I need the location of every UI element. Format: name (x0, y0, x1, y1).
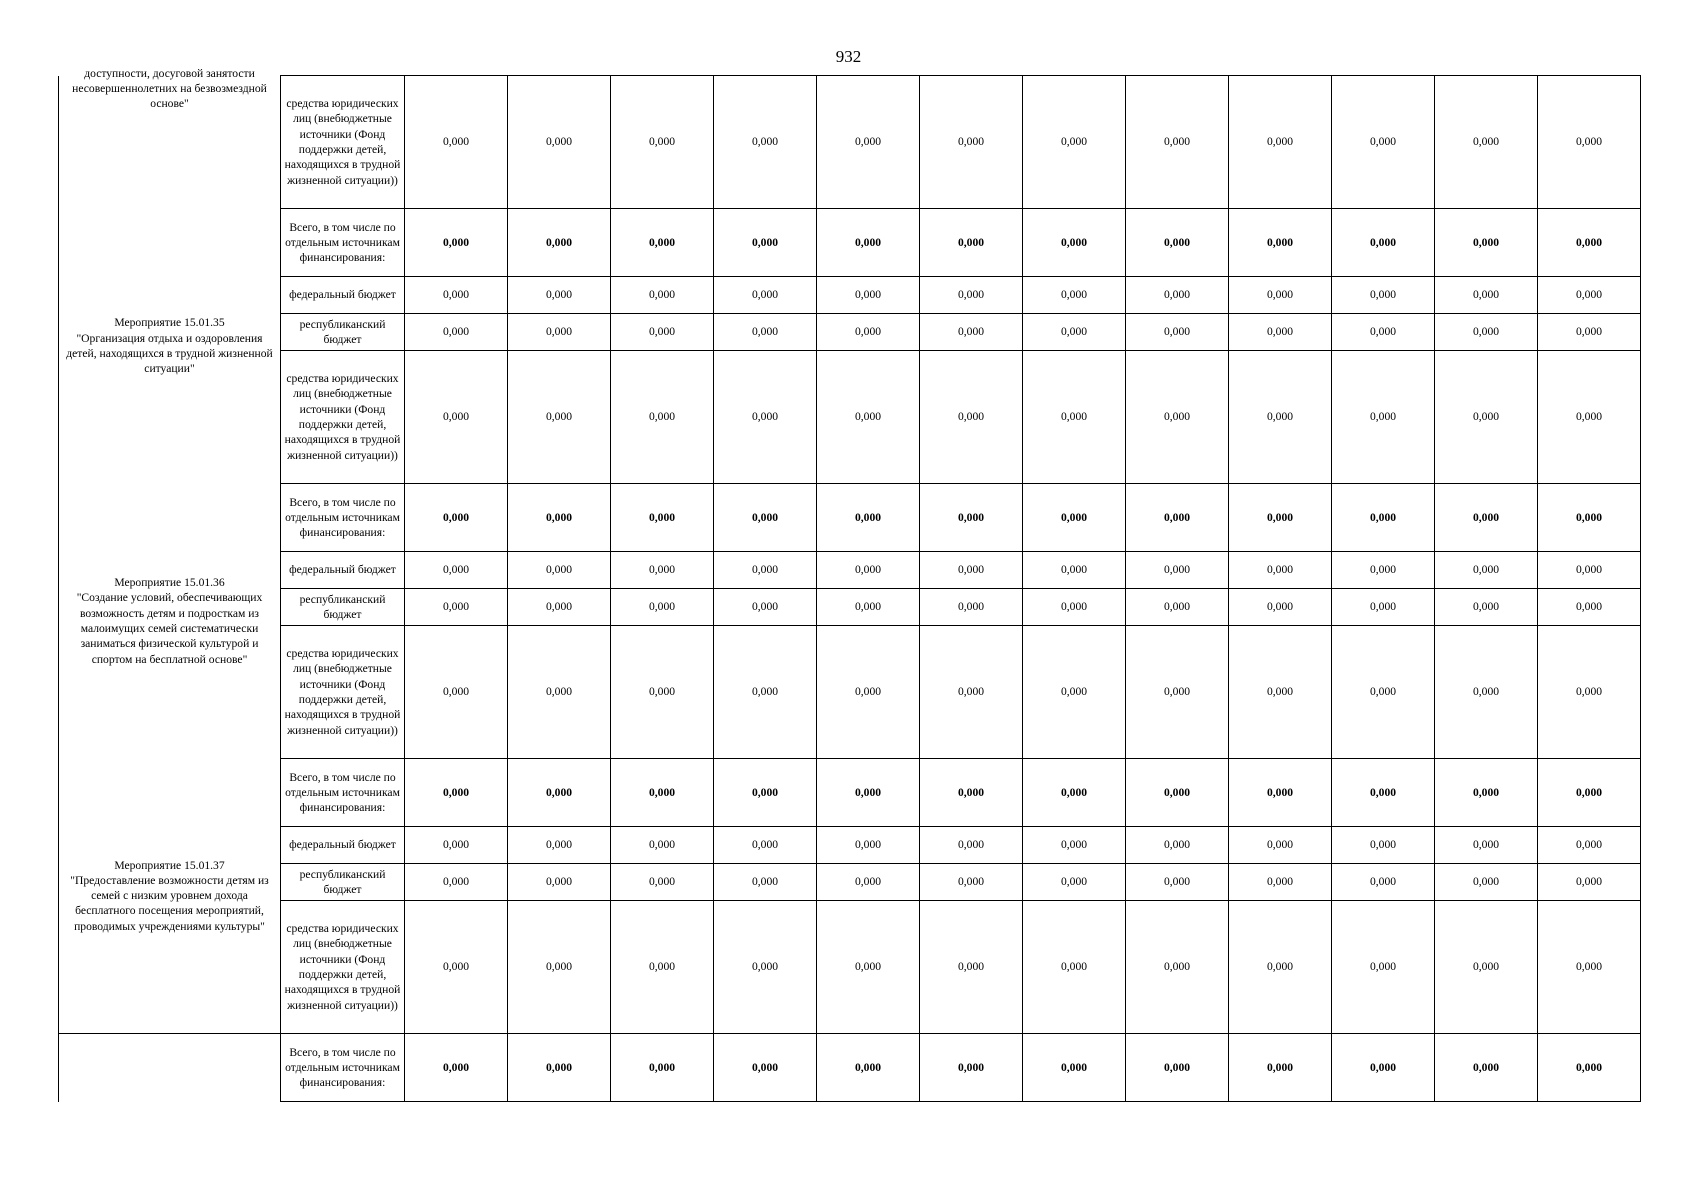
value-cell: 0,000 (611, 626, 714, 759)
value-cell: 0,000 (611, 351, 714, 484)
value-cell: 0,000 (508, 589, 611, 626)
funding-source-cell: Всего, в том числе по отдельным источникам финансирования: (281, 209, 405, 277)
value-cell: 0,000 (405, 589, 508, 626)
value-cell: 0,000 (714, 277, 817, 314)
table-row (59, 209, 1641, 277)
value-cell: 0,000 (611, 759, 714, 827)
value-cell: 0,000 (817, 277, 920, 314)
value-cell: 0,000 (817, 76, 920, 209)
table-row (59, 351, 1641, 484)
value-cell: 0,000 (508, 314, 611, 351)
event-name: доступности, досуговой занятости несовершеннолетних на безвозмездной основе" (72, 66, 267, 111)
value-cell: 0,000 (1332, 277, 1435, 314)
value-cell: 0,000 (405, 759, 508, 827)
value-cell: 0,000 (405, 277, 508, 314)
value-cell: 0,000 (1538, 484, 1641, 552)
value-cell: 0,000 (817, 314, 920, 351)
value-cell: 0,000 (1023, 209, 1126, 277)
value-cell: 0,000 (1332, 901, 1435, 1034)
event-title: Мероприятие 15.01.36 (114, 576, 225, 590)
value-cell: 0,000 (405, 901, 508, 1034)
value-cell: 0,000 (1126, 351, 1229, 484)
value-cell: 0,000 (1126, 209, 1229, 277)
value-cell: 0,000 (920, 626, 1023, 759)
value-cell: 0,000 (1538, 351, 1641, 484)
value-cell: 0,000 (508, 827, 611, 864)
event-name: "Предоставление возможности детям из семей с низким уровнем дохода бесплатного посещения мероприятий, проводимых учреждениями культуры" (70, 873, 269, 933)
value-cell: 0,000 (920, 76, 1023, 209)
value-cell: 0,000 (611, 864, 714, 901)
value-cell: 0,000 (817, 552, 920, 589)
page-number: 932 (835, 47, 862, 66)
value-cell: 0,000 (1538, 209, 1641, 277)
value-cell: 0,000 (611, 314, 714, 351)
value-cell: 0,000 (1332, 314, 1435, 351)
value-cell: 0,000 (405, 864, 508, 901)
value-cell: 0,000 (508, 209, 611, 277)
value-cell: 0,000 (1229, 484, 1332, 552)
value-cell: 0,000 (714, 484, 817, 552)
funding-source-cell: федеральный бюджет (281, 277, 405, 314)
value-cell: 0,000 (405, 1034, 508, 1102)
value-cell: 0,000 (1229, 864, 1332, 901)
value-cell: 0,000 (920, 589, 1023, 626)
value-cell: 0,000 (1435, 209, 1538, 277)
value-cell: 0,000 (611, 827, 714, 864)
event-cell (59, 759, 281, 1034)
value-cell: 0,000 (508, 1034, 611, 1102)
funding-source-cell: республиканский бюджет (281, 589, 405, 626)
value-cell: 0,000 (1538, 901, 1641, 1034)
value-cell: 0,000 (714, 314, 817, 351)
funding-source-cell: Всего, в том числе по отдельным источникам финансирования: (281, 484, 405, 552)
value-cell: 0,000 (920, 484, 1023, 552)
value-cell: 0,000 (1023, 827, 1126, 864)
value-cell: 0,000 (1435, 351, 1538, 484)
value-cell: 0,000 (611, 484, 714, 552)
value-cell: 0,000 (714, 76, 817, 209)
value-cell: 0,000 (1538, 76, 1641, 209)
value-cell: 0,000 (1332, 589, 1435, 626)
value-cell: 0,000 (1023, 351, 1126, 484)
value-cell: 0,000 (611, 209, 714, 277)
value-cell: 0,000 (714, 864, 817, 901)
event-title: Мероприятие 15.01.35 (114, 316, 225, 330)
value-cell: 0,000 (405, 552, 508, 589)
value-cell: 0,000 (1538, 864, 1641, 901)
value-cell: 0,000 (920, 277, 1023, 314)
value-cell: 0,000 (714, 589, 817, 626)
value-cell: 0,000 (1332, 552, 1435, 589)
value-cell: 0,000 (1023, 589, 1126, 626)
value-cell: 0,000 (611, 1034, 714, 1102)
value-cell: 0,000 (1435, 626, 1538, 759)
value-cell: 0,000 (714, 626, 817, 759)
value-cell: 0,000 (1229, 827, 1332, 864)
value-cell: 0,000 (1126, 484, 1229, 552)
value-cell: 0,000 (1229, 552, 1332, 589)
value-cell: 0,000 (1229, 759, 1332, 827)
value-cell: 0,000 (1435, 864, 1538, 901)
value-cell: 0,000 (1229, 589, 1332, 626)
value-cell: 0,000 (508, 76, 611, 209)
value-cell: 0,000 (1229, 626, 1332, 759)
event-cell (59, 209, 281, 484)
value-cell: 0,000 (714, 1034, 817, 1102)
value-cell: 0,000 (920, 1034, 1023, 1102)
value-cell: 0,000 (1126, 626, 1229, 759)
table-row (59, 1034, 1641, 1102)
value-cell: 0,000 (817, 759, 920, 827)
value-cell: 0,000 (405, 351, 508, 484)
value-cell: 0,000 (920, 864, 1023, 901)
funding-source-cell: федеральный бюджет (281, 552, 405, 589)
value-cell: 0,000 (1435, 314, 1538, 351)
value-cell: 0,000 (1332, 827, 1435, 864)
value-cell: 0,000 (1023, 864, 1126, 901)
value-cell: 0,000 (611, 552, 714, 589)
value-cell: 0,000 (714, 351, 817, 484)
value-cell: 0,000 (1332, 484, 1435, 552)
value-cell: 0,000 (1023, 552, 1126, 589)
value-cell: 0,000 (405, 209, 508, 277)
value-cell: 0,000 (405, 76, 508, 209)
table-row (59, 484, 1641, 552)
value-cell: 0,000 (1435, 552, 1538, 589)
value-cell: 0,000 (920, 759, 1023, 827)
value-cell: 0,000 (508, 626, 611, 759)
value-cell: 0,000 (508, 484, 611, 552)
value-cell: 0,000 (1332, 759, 1435, 827)
funding-source-cell: средства юридических лиц (внебюджетные источники (Фонд поддержки детей, находящихся в трудной жизненной ситуации)) (281, 626, 405, 759)
value-cell: 0,000 (1229, 314, 1332, 351)
value-cell: 0,000 (920, 901, 1023, 1034)
value-cell: 0,000 (1023, 901, 1126, 1034)
value-cell: 0,000 (508, 277, 611, 314)
funding-source-cell: средства юридических лиц (внебюджетные источники (Фонд поддержки детей, находящихся в трудной жизненной ситуации)) (281, 351, 405, 484)
value-cell: 0,000 (1126, 314, 1229, 351)
value-cell: 0,000 (714, 827, 817, 864)
value-cell: 0,000 (1229, 351, 1332, 484)
value-cell: 0,000 (1126, 1034, 1229, 1102)
table-row (59, 552, 1641, 589)
value-cell: 0,000 (1023, 484, 1126, 552)
budget-table (58, 66, 1641, 1102)
value-cell: 0,000 (1023, 277, 1126, 314)
value-cell: 0,000 (611, 277, 714, 314)
value-cell: 0,000 (1435, 1034, 1538, 1102)
value-cell: 0,000 (405, 827, 508, 864)
value-cell: 0,000 (611, 76, 714, 209)
value-cell: 0,000 (817, 901, 920, 1034)
value-cell: 0,000 (1126, 901, 1229, 1034)
value-cell: 0,000 (1332, 626, 1435, 759)
value-cell: 0,000 (817, 864, 920, 901)
value-cell: 0,000 (508, 901, 611, 1034)
value-cell: 0,000 (714, 552, 817, 589)
funding-source-cell: средства юридических лиц (внебюджетные источники (Фонд поддержки детей, находящихся в трудной жизненной ситуации)) (281, 76, 405, 209)
value-cell: 0,000 (1538, 626, 1641, 759)
table-row (59, 827, 1641, 864)
value-cell: 0,000 (1126, 277, 1229, 314)
value-cell: 0,000 (1538, 277, 1641, 314)
value-cell: 0,000 (1332, 76, 1435, 209)
value-cell: 0,000 (714, 209, 817, 277)
value-cell: 0,000 (1126, 76, 1229, 209)
table-row (59, 901, 1641, 1034)
value-cell: 0,000 (920, 209, 1023, 277)
value-cell: 0,000 (1538, 314, 1641, 351)
value-cell: 0,000 (1023, 76, 1126, 209)
value-cell: 0,000 (1435, 76, 1538, 209)
value-cell: 0,000 (817, 351, 920, 484)
value-cell: 0,000 (508, 759, 611, 827)
table-row (59, 864, 1641, 901)
value-cell: 0,000 (1435, 759, 1538, 827)
table-row (59, 626, 1641, 759)
value-cell: 0,000 (1126, 827, 1229, 864)
value-cell: 0,000 (920, 827, 1023, 864)
value-cell: 0,000 (1229, 277, 1332, 314)
value-cell: 0,000 (1435, 484, 1538, 552)
value-cell: 0,000 (1332, 209, 1435, 277)
value-cell: 0,000 (920, 351, 1023, 484)
value-cell: 0,000 (1538, 827, 1641, 864)
event-cell (59, 66, 281, 209)
table-row (59, 589, 1641, 626)
value-cell: 0,000 (817, 1034, 920, 1102)
value-cell: 0,000 (817, 589, 920, 626)
value-cell: 0,000 (1332, 351, 1435, 484)
value-cell: 0,000 (1435, 277, 1538, 314)
value-cell: 0,000 (817, 827, 920, 864)
value-cell: 0,000 (611, 901, 714, 1034)
value-cell: 0,000 (1332, 864, 1435, 901)
value-cell: 0,000 (817, 209, 920, 277)
value-cell: 0,000 (920, 552, 1023, 589)
value-cell: 0,000 (1229, 1034, 1332, 1102)
funding-source-cell: средства юридических лиц (внебюджетные источники (Фонд поддержки детей, находящихся в трудной жизненной ситуации)) (281, 901, 405, 1034)
value-cell: 0,000 (405, 626, 508, 759)
value-cell: 0,000 (1126, 589, 1229, 626)
funding-source-cell: федеральный бюджет (281, 827, 405, 864)
value-cell: 0,000 (1229, 209, 1332, 277)
value-cell: 0,000 (611, 589, 714, 626)
value-cell: 0,000 (1126, 864, 1229, 901)
event-cell (59, 1034, 281, 1102)
value-cell: 0,000 (1126, 759, 1229, 827)
value-cell: 0,000 (1023, 314, 1126, 351)
funding-source-cell: Всего, в том числе по отдельным источникам финансирования: (281, 759, 405, 827)
value-cell: 0,000 (817, 484, 920, 552)
value-cell: 0,000 (1435, 589, 1538, 626)
value-cell: 0,000 (714, 759, 817, 827)
value-cell: 0,000 (1435, 827, 1538, 864)
value-cell: 0,000 (1435, 901, 1538, 1034)
value-cell: 0,000 (508, 351, 611, 484)
funding-source-cell: республиканский бюджет (281, 314, 405, 351)
value-cell: 0,000 (1538, 552, 1641, 589)
table-row (59, 76, 1641, 209)
value-cell: 0,000 (1023, 626, 1126, 759)
value-cell: 0,000 (1332, 1034, 1435, 1102)
event-name: "Создание условий, обеспечивающих возможность детям и подросткам из малоимущих семей систематически заниматься физической культурой и спортом на бесплатной основе" (76, 591, 263, 666)
value-cell: 0,000 (1023, 759, 1126, 827)
table-row (59, 759, 1641, 827)
funding-source-cell: республиканский бюджет (281, 864, 405, 901)
value-cell: 0,000 (405, 484, 508, 552)
event-title: Мероприятие 15.01.37 (114, 858, 225, 872)
value-cell: 0,000 (817, 626, 920, 759)
event-name: "Организация отдыха и оздоровления детей, находящихся в трудной жизненной ситуации" (66, 331, 273, 376)
value-cell: 0,000 (508, 552, 611, 589)
value-cell: 0,000 (1538, 759, 1641, 827)
value-cell: 0,000 (1538, 589, 1641, 626)
table-row (59, 314, 1641, 351)
value-cell: 0,000 (1229, 76, 1332, 209)
value-cell: 0,000 (1229, 901, 1332, 1034)
table-row (59, 277, 1641, 314)
value-cell: 0,000 (1023, 1034, 1126, 1102)
funding-source-cell: Всего, в том числе по отдельным источникам финансирования: (281, 1034, 405, 1102)
value-cell: 0,000 (1126, 552, 1229, 589)
value-cell: 0,000 (1538, 1034, 1641, 1102)
value-cell: 0,000 (714, 901, 817, 1034)
event-cell (59, 484, 281, 759)
value-cell: 0,000 (508, 864, 611, 901)
value-cell: 0,000 (920, 314, 1023, 351)
value-cell: 0,000 (405, 314, 508, 351)
